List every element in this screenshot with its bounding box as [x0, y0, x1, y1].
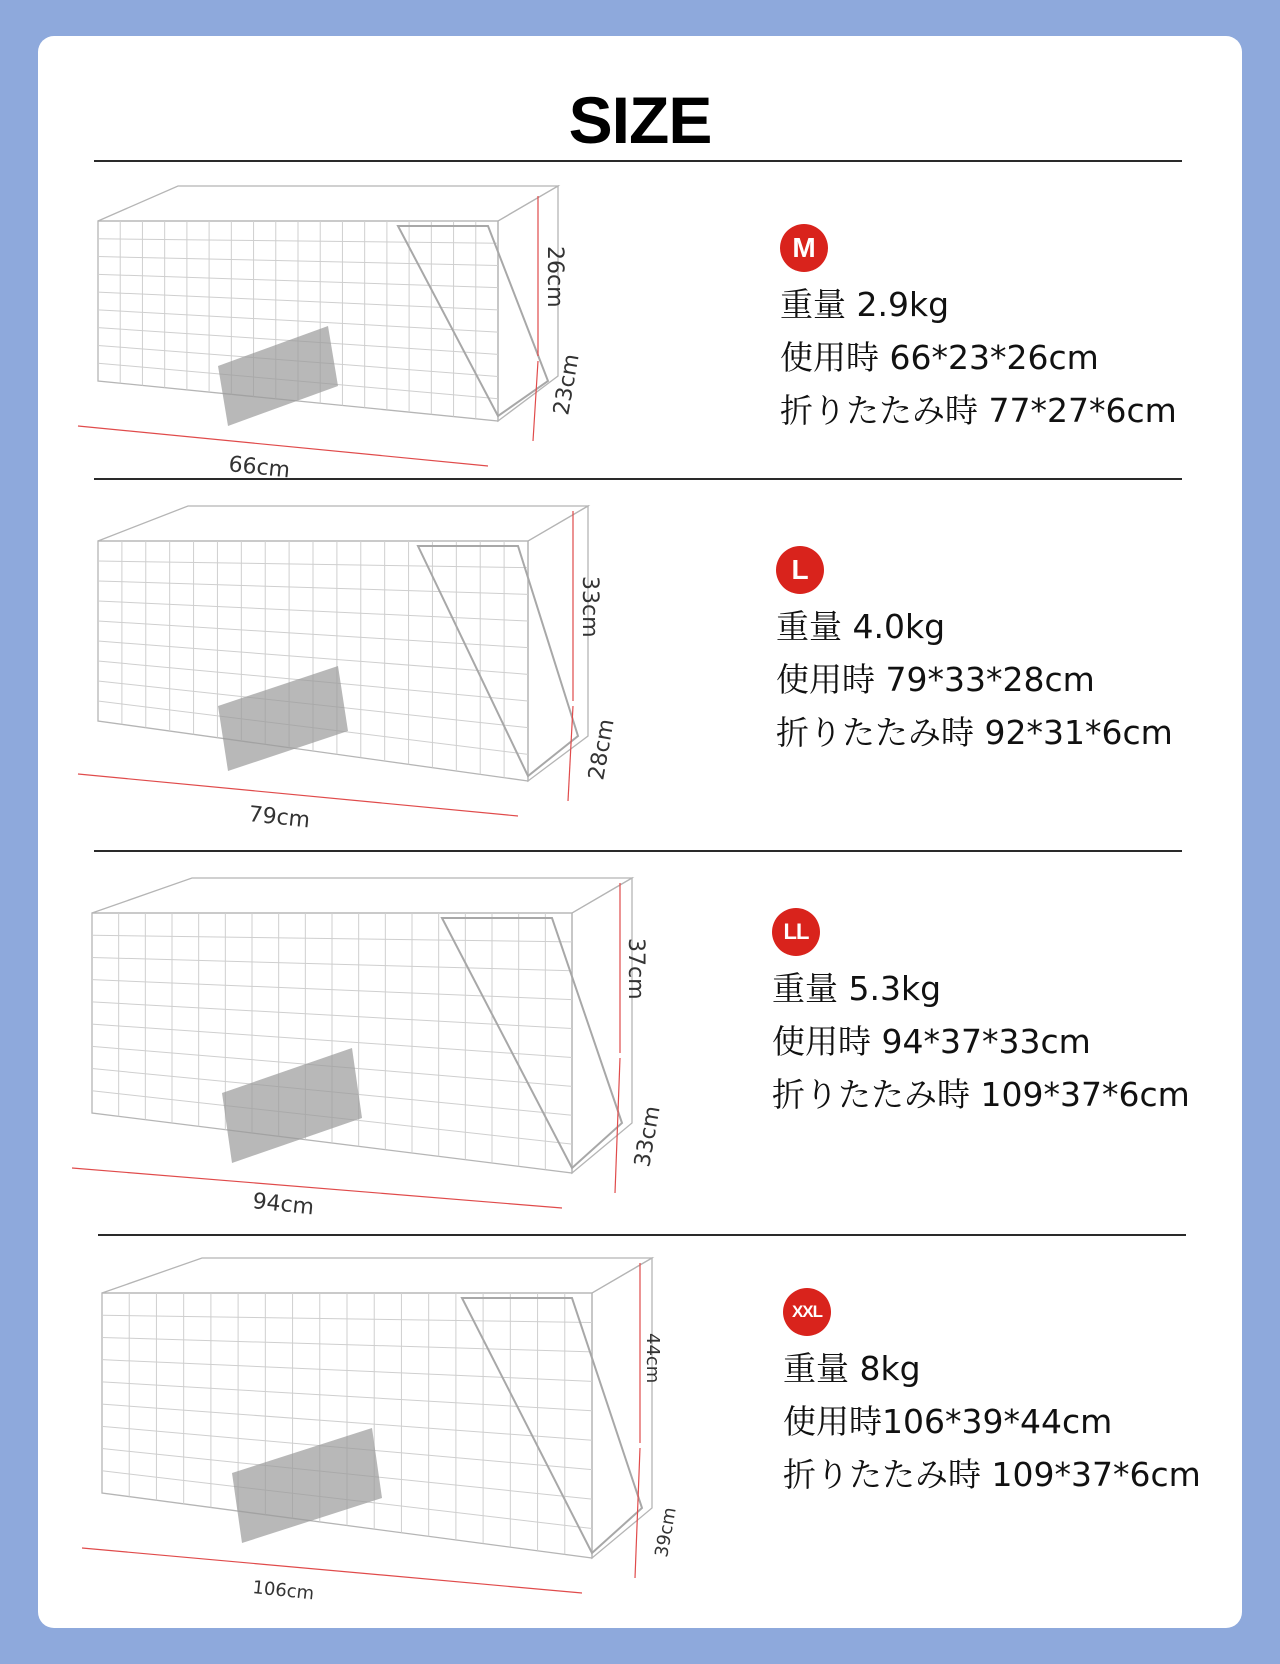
size-section-l [38, 496, 1242, 846]
folded-size-text: 折りたたみ時 92*31*6cm [776, 713, 1173, 752]
in-use-size-text: 使用時106*39*44cm [783, 1402, 1113, 1441]
size-badge: LL [772, 908, 820, 956]
size-card [38, 36, 1242, 1628]
divider [94, 160, 1182, 162]
dim-width-label: 33cm [630, 1104, 666, 1170]
divider [98, 1234, 1186, 1236]
in-use-size-text: 使用時 79*33*28cm [776, 660, 1095, 699]
weight-text: 重量 4.0kg [776, 607, 946, 646]
size-section-m [38, 176, 1242, 484]
weight-text: 重量 2.9kg [780, 285, 950, 324]
page-title: SIZE [568, 83, 712, 157]
dim-height-label: 37cm [623, 938, 648, 1000]
cage-image-xxl [82, 1248, 682, 1605]
size-badge: L [776, 546, 824, 594]
divider [94, 850, 1182, 852]
dim-length-label: 79cm [247, 802, 312, 834]
dim-length-label: 94cm [251, 1189, 316, 1221]
dim-height-label: 44cm [642, 1333, 663, 1384]
weight-text: 重量 5.3kg [772, 969, 942, 1008]
dim-width-label: 28cm [584, 717, 620, 783]
cage-image-ll [72, 868, 666, 1221]
dim-length-label: 106cm [251, 1577, 316, 1605]
weight-text: 重量 8kg [783, 1349, 921, 1388]
folded-size-text: 折りたたみ時 77*27*6cm [780, 391, 1177, 430]
folded-size-text: 折りたたみ時 109*37*6cm [783, 1455, 1201, 1494]
size-badge: XXL [783, 1288, 831, 1336]
size-section-ll [38, 868, 1242, 1228]
dim-height-label: 33cm [577, 576, 602, 638]
cage-image-m [78, 176, 585, 484]
dim-length-label: 66cm [227, 452, 292, 484]
dim-width-label: 39cm [651, 1505, 681, 1559]
cage-image-l [78, 496, 620, 834]
dim-height-label: 26cm [542, 246, 567, 308]
size-section-xxl [38, 1248, 1242, 1618]
size-badge: M [780, 224, 828, 272]
in-use-size-text: 使用時 66*23*26cm [780, 338, 1099, 377]
in-use-size-text: 使用時 94*37*33cm [772, 1022, 1091, 1061]
dim-width-label: 23cm [549, 352, 585, 418]
folded-size-text: 折りたたみ時 109*37*6cm [772, 1075, 1190, 1114]
